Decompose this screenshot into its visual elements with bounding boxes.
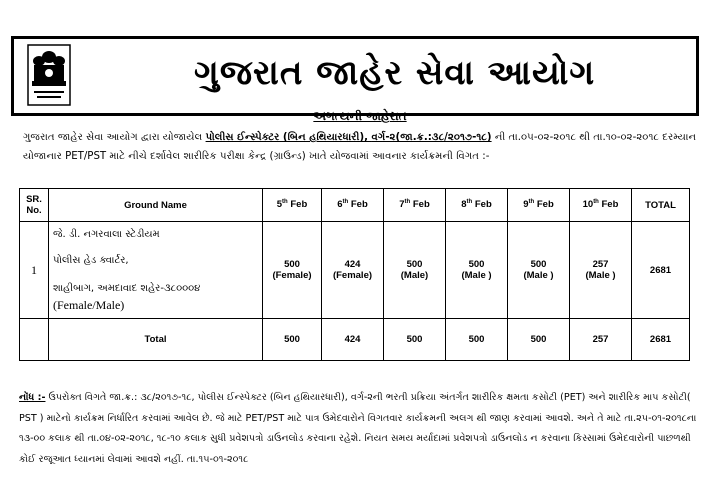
intro-post: પોલીસ ઈન્સ્પેક્ટર (બિન હથિયારધારી), [205,132,372,143]
intro-part1: ગુજરાત જાહેર સેવા આયોગ દ્વારા યોજાયેલ [23,132,206,143]
notice-intro [23,128,703,166]
table-header-row [20,189,690,222]
total-day-4: 500 [446,319,508,361]
cell-day-3: 500 (Male) [384,222,446,319]
footnote [19,388,703,470]
header-banner [11,36,699,116]
intro-class: વર્ગ-૨(જા.ક્ર.:૩૮/૨૦૧૭-૧૮) [371,132,492,143]
col-day-2: 6th Feb [322,189,384,222]
row-srno: 1 [20,222,49,319]
footnote-label: નોંધ :- [19,392,46,403]
total-day-5: 500 [508,319,570,361]
cell-day-2: 424 (Female) [322,222,384,319]
footnote-text: ઉપરોક્ત વિગતે જા.ક્ર.: ૩૮/૨૦૧૭-૧૮, પોલીસ ઈન્સ્પેક્ટર (બિન હથિયારધારી), વર્ગ-૨ની ભરતી પ્રક્રિયા અંતર્ગત શારીરિક ક્ષમતા કસોટી (PET) અને શારીરિક માપ કસોટી( PST ) માટેનો કાર્યક્રમ નિર્ધારિત કરવામાં આવેલ છે. જે માટે PET/PST માટે પાત્ર ઉમેદવારોને વિગતવાર કાર્યક્રમની અલગ થી જાણ કરવામાં આવશે. અને તે માટે તા.૨૫-૦૧-૨૦૧૮ના ૧૩-૦૦ કલાક થી તા.૦૪-૦૨-૨૦૧૮, ૧૮-૧૦ કલાક સુધી પ્રવેશપત્રો ડાઉનલોડ કરવાના રહેશે. નિયત સમય મર્યાદામાં પ્રવેશપત્રો ડાઉનલોડ ન કરવાના કિસ્સામાં ઉમેદવારોની પાછળથી કોઈ રજૂઆત ધ્યાનમાં લેવામાં આવશે નહીં. તા.૧૫-૦૧-૨૦૧૮ [19,392,697,465]
total-day-1: 500 [263,319,322,361]
loc-line-3: શાહીબાગ, અમદાવાદ શહેર-૩૮૦૦૦૪ [53,283,201,294]
grand-total: 2681 [632,319,690,361]
col-day-5: 9th Feb [508,189,570,222]
notice-title: અગત્યની જાહેરાત [313,109,407,123]
org-title: ગુજરાત જાહેર સેવા આયોગ [194,53,596,93]
col-day-3: 7th Feb [384,189,446,222]
loc-line-1: જે. ડી. નગરવાલા સ્ટેડીયમ [53,229,160,240]
totals-label: Total [49,319,263,361]
table-row [20,222,690,319]
national-emblem-icon [24,43,74,107]
loc-line-4: (Female/Male) [53,298,125,312]
col-total: TOTAL [632,189,690,222]
ground-location [49,222,263,319]
schedule-table [19,188,690,361]
col-srno: SR. No. [20,189,49,222]
intro-part2: ની તા.૦૫-૦૨-૨૦૧૮ થી તા.૧૦-૦૨-૨૦૧૮ દરમ્યાન યોજાનાર PET/PST માટે નીચે દર્શાવેલ શારીરિક પરીક્ષા કેન્દ્ર (ગ્રાઉન્ડ) ખાતે યોજવામાં આવનાર કાર્યક્રમની વિગત :- [23,132,697,162]
cell-day-5: 500 (Male ) [508,222,570,319]
loc-line-2: પોલીસ હેડ ક્વાર્ટર, [53,255,129,266]
totals-row [20,319,690,361]
col-day-1: 5th Feb [263,189,322,222]
col-day-4: 8th Feb [446,189,508,222]
totals-blank [20,319,49,361]
col-ground: Ground Name [49,189,263,222]
total-day-2: 424 [322,319,384,361]
cell-row-total: 2681 [632,222,690,319]
col-day-6: 10th Feb [570,189,632,222]
cell-day-1: 500 (Female) [263,222,322,319]
cell-day-4: 500 (Male ) [446,222,508,319]
total-day-6: 257 [570,319,632,361]
cell-day-6: 257 (Male ) [570,222,632,319]
total-day-3: 500 [384,319,446,361]
